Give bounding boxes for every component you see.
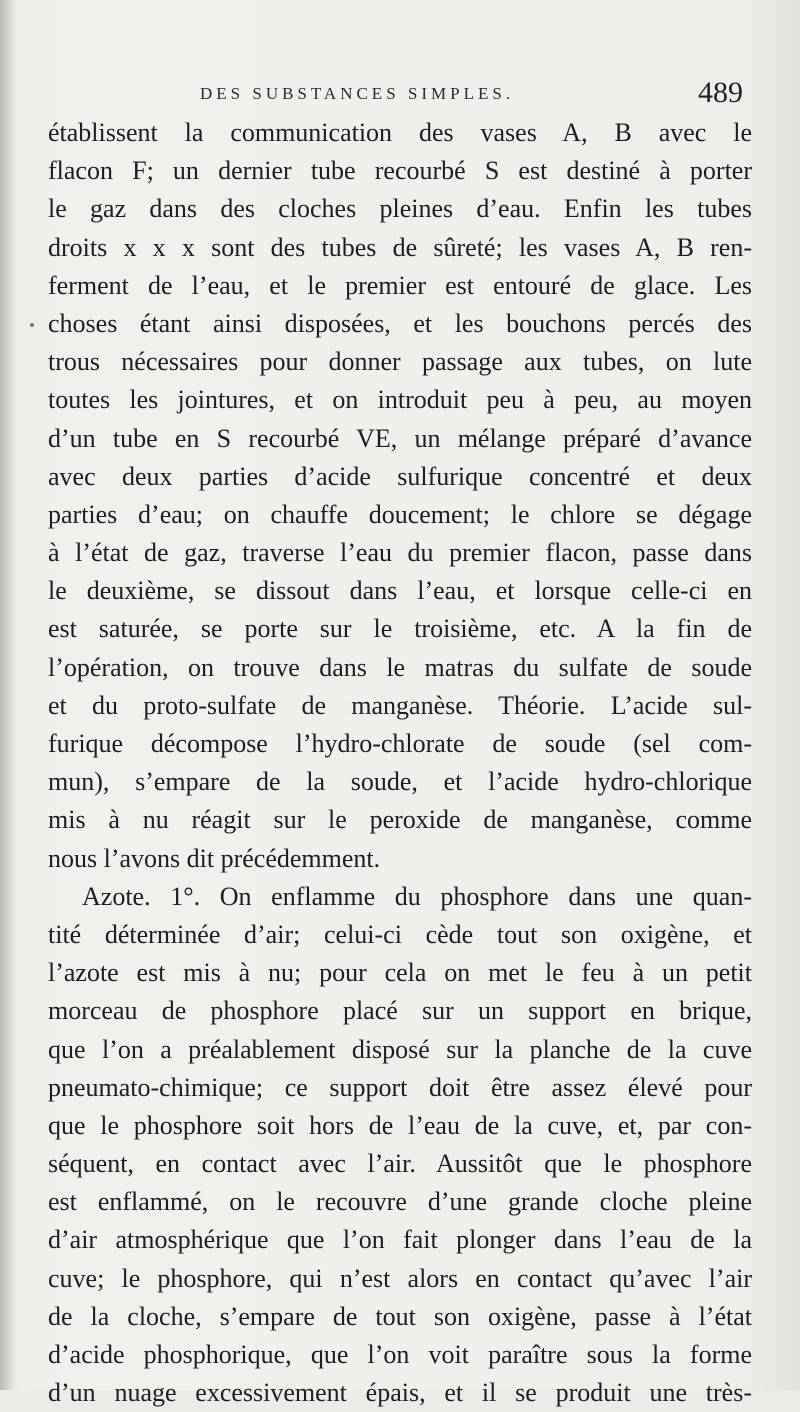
ink-speck: [30, 323, 34, 327]
text-line: l’opération, on trouve dans le matras du sulfate de soude: [48, 652, 752, 682]
text-line: et du proto-sulfate de manganèse. Théorie. L’acide sul-: [48, 690, 752, 720]
page-gutter: [0, 0, 14, 1390]
text-line: tité déterminée d’air; celui-ci cède tout son oxigène, et: [48, 919, 752, 949]
text-line: d’un nuage excessivement épais, et il se produit une très-: [48, 1378, 752, 1408]
text-line: avec deux parties d’acide sulfurique concentré et deux: [48, 461, 752, 491]
page-header: [0, 64, 800, 114]
text-line: que l’on a préalablement disposé sur la planche de la cuve: [48, 1034, 752, 1064]
text-line: le deuxième, se dissout dans l’eau, et lorsque celle-ci en: [48, 576, 752, 606]
text-line: que le phosphore soit hors de l’eau de la cuve, et, par con-: [48, 1110, 752, 1140]
text-line: cuve; le phosphore, qui n’est alors en contact qu’avec l’air: [48, 1263, 752, 1293]
text-line: parties d’eau; on chauffe doucement; le chlore se dégage: [48, 499, 752, 529]
text-line: ferment de l’eau, et le premier est entouré de glace. Les: [48, 270, 752, 300]
text-line: est enflammé, on le recouvre d’une grande cloche pleine: [48, 1187, 752, 1217]
text-line: d’air atmosphérique que l’on fait plonger dans l’eau de la: [48, 1225, 752, 1255]
text-line: est saturée, se porte sur le troisième, etc. A la fin de: [48, 614, 752, 644]
text-line: d’acide phosphorique, que l’on voit paraître sous la forme: [48, 1340, 752, 1369]
text-line: établissent la communication des vases A, B avec le: [48, 118, 752, 147]
text-line: flacon F; un dernier tube recourbé S est destiné à porter: [48, 156, 752, 186]
text-line: furique décompose l’hydro-chlorate de soude (sel com-: [48, 729, 752, 758]
text-line: de la cloche, s’empare de tout son oxigène, passe à l’état: [48, 1301, 752, 1331]
page-number: 489: [698, 76, 743, 109]
text-line: mis à nu réagit sur le peroxide de manganèse, comme: [48, 805, 752, 835]
text-line: d’un tube en S recourbé VE, un mélange préparé d’avance: [48, 423, 752, 453]
text-line: séquent, en contact avec l’air. Aussitôt que le phosphore: [48, 1149, 752, 1179]
text-line: Azote. 1°. On enflamme du phosphore dans une quan-: [82, 881, 752, 911]
text-line: choses étant ainsi disposées, et les bouchons percés des: [48, 308, 752, 338]
text-line: nous l’avons dit précédemment.: [48, 843, 381, 873]
text-line: pneumato-chimique; ce support doit être assez élevé pour: [48, 1072, 752, 1102]
text-line: le gaz dans des cloches pleines d’eau. Enfin les tubes: [48, 194, 752, 224]
body-text: [48, 114, 752, 1412]
text-line: trous nécessaires pour donner passage aux tubes, on lute: [48, 347, 752, 377]
text-line: droits x x x sont des tubes de sûreté; les vases A, B ren-: [48, 232, 752, 262]
text-line: à l’état de gaz, traverse l’eau du premier flacon, passe dans: [48, 538, 752, 568]
text-line: mun), s’empare de la soude, et l’acide hydro-chlorique: [48, 767, 752, 797]
running-head: DES SUBSTANCES SIMPLES.: [200, 84, 515, 103]
text-line: l’azote est mis à nu; pour cela on met le feu à un petit: [48, 958, 752, 988]
text-line: morceau de phosphore placé sur un support en brique,: [48, 996, 752, 1026]
text-line: toutes les jointures, et on introduit peu à peu, au moyen: [48, 385, 752, 415]
